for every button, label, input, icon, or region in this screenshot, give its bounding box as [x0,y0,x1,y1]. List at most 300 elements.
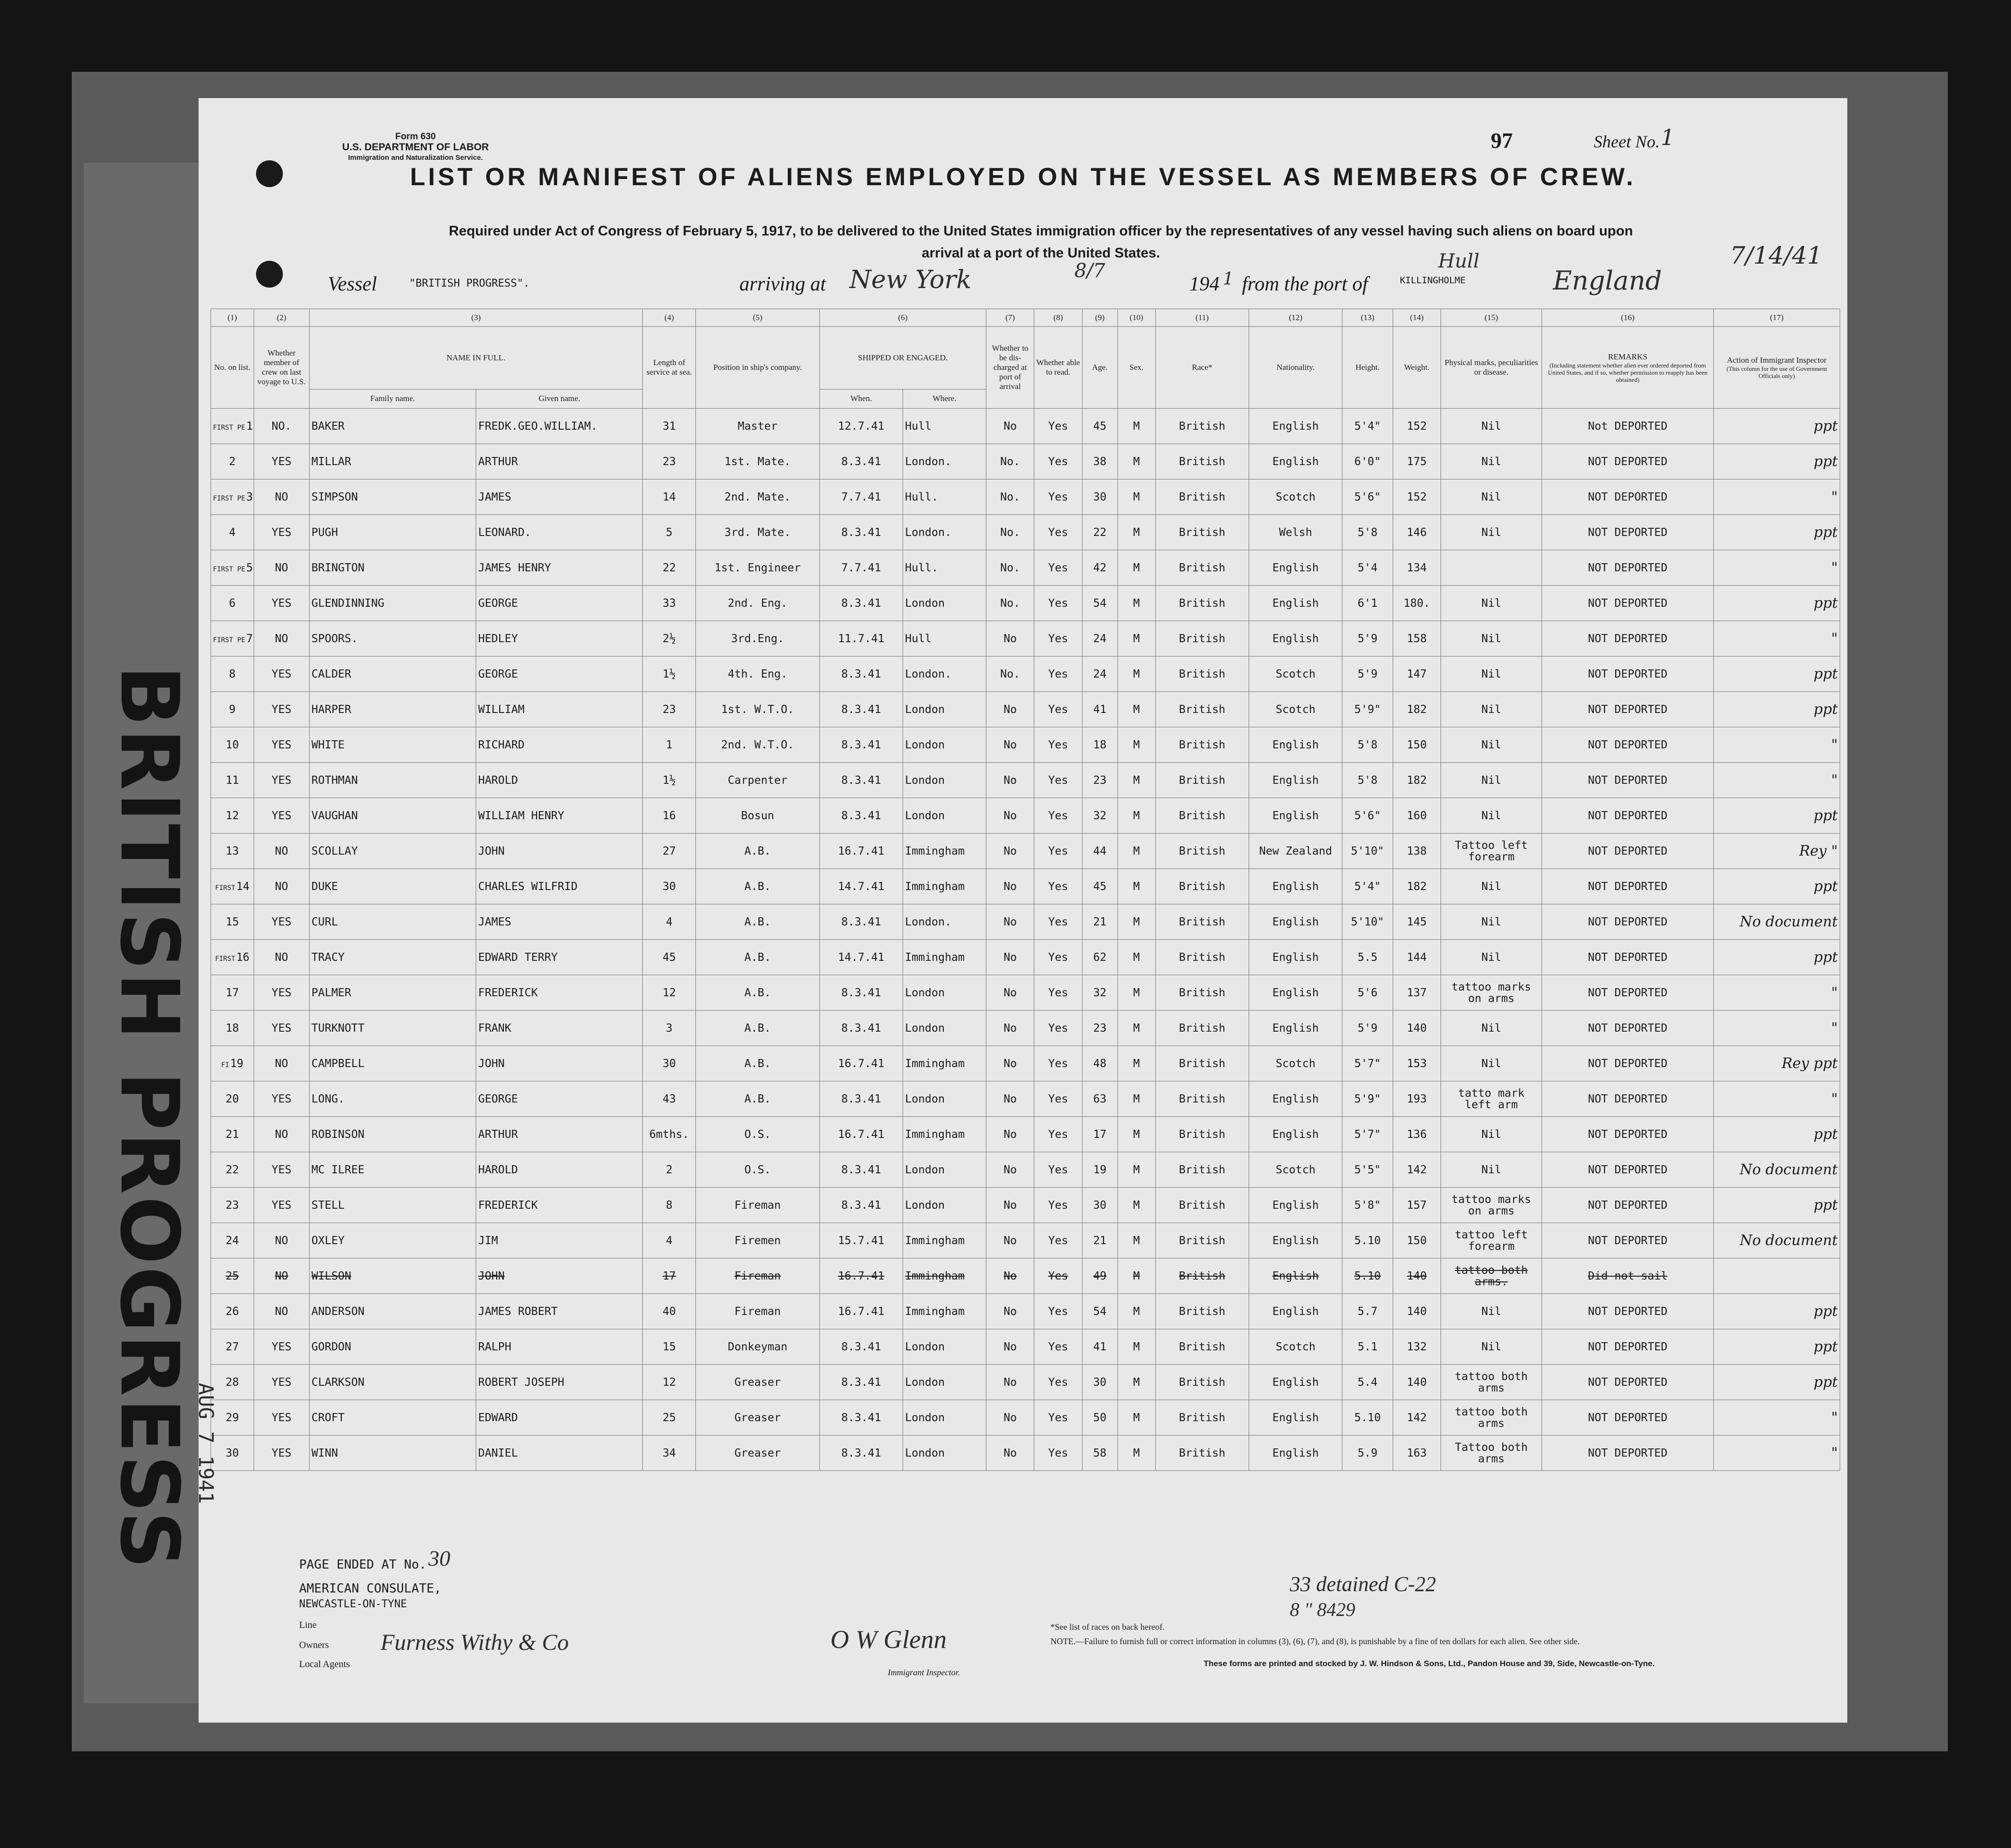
discharged-cell: No [986,1081,1034,1117]
last-voyage-cell: YES [254,1329,309,1365]
shipped-where-cell: London [903,1152,986,1188]
last-voyage-cell: YES [254,515,309,550]
remarks-cell: NOT DEPORTED [1542,1117,1714,1152]
race-cell: British [1155,586,1249,621]
age-cell: 62 [1082,940,1117,975]
weight-cell: 150 [1393,727,1441,763]
weight-cell: 144 [1393,940,1441,975]
race-cell: British [1155,1258,1249,1294]
inspector-action-cell: ppt [1714,1117,1840,1152]
page-ended-value: 30 [428,1546,450,1570]
remarks-cell: NOT DEPORTED [1542,657,1714,692]
age-cell: 49 [1082,1258,1117,1294]
header-nationality: Nationality. [1249,327,1342,409]
race-cell: British [1155,940,1249,975]
sex-cell: M [1117,1294,1155,1329]
remarks-cell: NOT DEPORTED [1542,444,1714,479]
remarks-cell: NOT DEPORTED [1542,1329,1714,1365]
physical-marks-cell: tattoo marks on arms [1441,1188,1542,1223]
able-to-read-cell: Yes [1034,763,1082,798]
physical-marks-cell: Nil [1441,727,1542,763]
inspector-action-cell: No document [1714,1152,1840,1188]
last-voyage-cell: YES [254,1436,309,1471]
able-to-read-cell: Yes [1034,586,1082,621]
able-to-read-cell: Yes [1034,657,1082,692]
sex-cell: M [1117,444,1155,479]
col-number: (8) [1034,309,1082,327]
row-prefix-stamp: FIRST [215,955,235,963]
physical-marks-cell: Nil [1441,515,1542,550]
race-cell: British [1155,692,1249,727]
height-cell: 5'8" [1342,1188,1393,1223]
height-cell: 5'4" [1342,409,1393,444]
position-cell: Master [696,409,820,444]
inspector-action-cell: ppt [1714,692,1840,727]
row-number-cell: 4 [211,515,254,550]
given-name-cell: RICHARD [476,727,643,763]
last-voyage-cell: YES [254,1365,309,1400]
position-cell: 1st. Engineer [696,550,820,586]
shipped-where-cell: London [903,1081,986,1117]
given-name-cell: FREDERICK [476,975,643,1011]
shipped-when-cell: 12.7.41 [819,409,903,444]
header-given-name: Given name. [476,389,643,408]
age-cell: 30 [1082,1365,1117,1400]
row-number: 1 [246,420,253,433]
height-cell: 5'8 [1342,763,1393,798]
row-prefix-stamp: FIRST PE [213,423,246,432]
shipped-where-cell: London [903,692,986,727]
family-name-cell: BRINGTON [309,550,476,586]
position-cell: A.B. [696,1081,820,1117]
length-of-service-cell: 6mths. [643,1117,696,1152]
inspector-label: Immigrant Inspector. [888,1668,960,1677]
physical-marks-cell: Nil [1441,869,1542,904]
position-cell: A.B. [696,869,820,904]
race-cell: British [1155,1329,1249,1365]
weight-cell: 140 [1393,1365,1441,1400]
length-of-service-cell: 33 [643,586,696,621]
discharged-cell: No [986,869,1034,904]
shipped-where-cell: Immingham [903,1258,986,1294]
physical-marks-cell: Nil [1441,1046,1542,1081]
sex-cell: M [1117,1117,1155,1152]
from-label: from the port of [1242,273,1368,295]
row-number-cell: 6 [211,586,254,621]
row-number: 7 [246,632,253,645]
family-name-cell: BAKER [309,409,476,444]
family-name-cell: OXLEY [309,1223,476,1258]
position-cell: 1st. Mate. [696,444,820,479]
discharged-cell: No [986,1117,1034,1152]
shipped-when-cell: 15.7.41 [819,1223,903,1258]
nationality-cell: English [1249,1011,1342,1046]
shipped-when-cell: 8.3.41 [819,1329,903,1365]
sex-cell: M [1117,1223,1155,1258]
nationality-cell: English [1249,409,1342,444]
height-cell: 5.10 [1342,1258,1393,1294]
weight-cell: 146 [1393,515,1441,550]
header-action-title: Action of Immigrant Inspector [1727,356,1827,365]
header-name-in-full: NAME IN FULL. [309,327,643,390]
physical-marks-cell: Nil [1441,444,1542,479]
shipped-when-cell: 8.3.41 [819,444,903,479]
crew-row [211,975,1840,1011]
nationality-cell: English [1249,1081,1342,1117]
able-to-read-cell: Yes [1034,1436,1082,1471]
height-cell: 5'9 [1342,1011,1393,1046]
crew-row [211,1223,1840,1258]
nationality-cell: English [1249,1365,1342,1400]
crew-row [211,763,1840,798]
race-cell: British [1155,1223,1249,1258]
discharged-cell: No [986,1258,1034,1294]
discharged-cell: No [986,692,1034,727]
physical-marks-cell: Nil [1441,1329,1542,1365]
age-cell: 41 [1082,692,1117,727]
family-name-cell: MC ILREE [309,1152,476,1188]
discharged-cell: No [986,940,1034,975]
race-cell: British [1155,1011,1249,1046]
family-name-cell: LONG. [309,1081,476,1117]
age-cell: 45 [1082,869,1117,904]
weight-cell: 137 [1393,975,1441,1011]
row-number-cell: 23 [211,1188,254,1223]
last-voyage-cell: YES [254,727,309,763]
position-cell: 1st. W.T.O. [696,692,820,727]
last-voyage-cell: NO [254,1294,309,1329]
crew-row [211,657,1840,692]
weight-cell: 182 [1393,869,1441,904]
crew-row [211,1436,1840,1471]
length-of-service-cell: 17 [643,1258,696,1294]
shipped-when-cell: 14.7.41 [819,940,903,975]
remarks-cell: NOT DEPORTED [1542,586,1714,621]
shipped-where-cell: Immingham [903,1223,986,1258]
shipped-where-cell: London [903,1329,986,1365]
height-cell: 5.4 [1342,1365,1393,1400]
shipped-when-cell: 8.3.41 [819,904,903,940]
crew-row [211,515,1840,550]
nationality-cell: Scotch [1249,692,1342,727]
inspector-action-cell: ppt [1714,869,1840,904]
inspector-action-cell: ppt [1714,1329,1840,1365]
race-cell: British [1155,975,1249,1011]
given-name-cell: HEDLEY [476,621,643,657]
sex-cell: M [1117,1436,1155,1471]
position-cell: Carpenter [696,763,820,798]
shipped-when-cell: 8.3.41 [819,692,903,727]
nationality-cell: English [1249,975,1342,1011]
age-cell: 24 [1082,657,1117,692]
age-cell: 18 [1082,727,1117,763]
nationality-cell: English [1249,904,1342,940]
header-where: Where. [903,389,986,408]
subtitle-line-2: arrival at a port of the United States. [922,245,1160,261]
length-of-service-cell: 27 [643,834,696,869]
position-cell: 3rd. Mate. [696,515,820,550]
age-cell: 48 [1082,1046,1117,1081]
height-cell: 5.9 [1342,1436,1393,1471]
family-name-cell: VAUGHAN [309,798,476,834]
able-to-read-cell: Yes [1034,1081,1082,1117]
shipped-where-cell: Hull. [903,479,986,515]
arriving-label: arriving at [739,273,826,295]
inspector-action-cell: " [1714,1400,1840,1436]
family-name-cell: CAMPBELL [309,1046,476,1081]
row-number: 16 [236,951,250,964]
length-of-service-cell: 45 [643,940,696,975]
header-discharged: Whether to be dis-charged at port of arrival [986,327,1034,409]
shipped-where-cell: London [903,798,986,834]
form-number: Form 630 [395,132,436,142]
consulate-stamp-line-2: NEWCASTLE-ON-TYNE [299,1598,407,1610]
family-name-cell: GORDON [309,1329,476,1365]
last-voyage-cell: NO [254,869,309,904]
weight-cell: 182 [1393,763,1441,798]
crew-row [211,869,1840,904]
length-of-service-cell: 4 [643,904,696,940]
vessel-name: "BRITISH PROGRESS". [409,278,530,289]
shipped-when-cell: 8.3.41 [819,1365,903,1400]
remarks-cell: NOT DEPORTED [1542,1011,1714,1046]
discharged-cell: No [986,763,1034,798]
position-cell: 2nd. Mate. [696,479,820,515]
col-number: (14) [1393,309,1441,327]
inspector-action-cell: ppt [1714,798,1840,834]
shipped-when-cell: 8.3.41 [819,975,903,1011]
discharged-cell: No [986,1046,1034,1081]
position-cell: Bosun [696,798,820,834]
family-name-cell: CROFT [309,1400,476,1436]
height-cell: 5'6" [1342,479,1393,515]
nationality-cell: English [1249,798,1342,834]
year-suffix: 1 [1223,269,1234,289]
age-cell: 19 [1082,1152,1117,1188]
remarks-cell: NOT DEPORTED [1542,479,1714,515]
remarks-cell: Did not sail [1542,1258,1714,1294]
age-cell: 30 [1082,1188,1117,1223]
shipped-where-cell: Immingham [903,1294,986,1329]
remarks-cell: NOT DEPORTED [1542,763,1714,798]
physical-marks-cell: Nil [1441,763,1542,798]
header-shipped-engaged: SHIPPED OR ENGAGED. [819,327,986,390]
height-cell: 5'5" [1342,1152,1393,1188]
row-number-cell [211,1046,254,1081]
crew-row [211,1400,1840,1436]
family-name-cell: SPOORS. [309,621,476,657]
sex-cell: M [1117,692,1155,727]
shipped-where-cell: Immingham [903,940,986,975]
header-sex: Sex. [1117,327,1155,409]
discharged-cell: No [986,798,1034,834]
able-to-read-cell: Yes [1034,692,1082,727]
sex-cell: M [1117,763,1155,798]
discharged-cell: No [986,621,1034,657]
row-prefix-stamp: FIRST [215,884,235,892]
family-name-cell: CURL [309,904,476,940]
race-cell: British [1155,1365,1249,1400]
row-number-cell: 29 [211,1400,254,1436]
able-to-read-cell: Yes [1034,834,1082,869]
sex-cell: M [1117,975,1155,1011]
nationality-cell: English [1249,1258,1342,1294]
note-text: —Failure to furnish full or correct information in columns (3), (6), (7), and (8), is punishable by a fine of ten dollars for each alien. See other side. [1075,1636,1580,1646]
inspector-action-cell: " [1714,727,1840,763]
remarks-cell: NOT DEPORTED [1542,869,1714,904]
position-cell: A.B. [696,975,820,1011]
physical-marks-cell: Tattoo both arms [1441,1436,1542,1471]
able-to-read-cell: Yes [1034,727,1082,763]
inspector-action-cell: " [1714,1436,1840,1471]
sex-cell: M [1117,834,1155,869]
age-cell: 50 [1082,1400,1117,1436]
position-cell: A.B. [696,1046,820,1081]
sex-cell: M [1117,727,1155,763]
family-name-cell: WINN [309,1436,476,1471]
discharged-cell: No [986,1152,1034,1188]
shipped-where-cell: London. [903,444,986,479]
length-of-service-cell: 23 [643,444,696,479]
family-name-cell: PUGH [309,515,476,550]
nationality-cell: English [1249,1223,1342,1258]
sex-cell: M [1117,550,1155,586]
remarks-cell: Not DEPORTED [1542,409,1714,444]
crew-rows [211,409,1840,1471]
weight-cell: 180. [1393,586,1441,621]
physical-marks-cell: Nil [1441,940,1542,975]
sex-cell: M [1117,1188,1155,1223]
age-cell: 21 [1082,1223,1117,1258]
race-cell: British [1155,515,1249,550]
shipped-where-cell: London [903,975,986,1011]
shipped-when-cell: 16.7.41 [819,1117,903,1152]
row-number-cell: 20 [211,1081,254,1117]
row-number-cell: 2 [211,444,254,479]
col-number: (9) [1082,309,1117,327]
crew-row [211,1188,1840,1223]
remarks-cell: NOT DEPORTED [1542,904,1714,940]
line-label: Line [299,1620,317,1630]
header-length-of-service: Length of service at sea. [643,327,696,409]
length-of-service-cell: 43 [643,1081,696,1117]
nationality-cell: Scotch [1249,1046,1342,1081]
row-number-cell: 25 [211,1258,254,1294]
race-cell: British [1155,798,1249,834]
race-cell: British [1155,1400,1249,1436]
able-to-read-cell: Yes [1034,1400,1082,1436]
physical-marks-cell: Nil [1441,409,1542,444]
arrival-date: 8/7 [1074,260,1106,282]
height-cell: 6'0" [1342,444,1393,479]
row-number-cell: 8 [211,657,254,692]
weight-cell: 142 [1393,1400,1441,1436]
position-cell: 4th. Eng. [696,657,820,692]
header-remarks-sub: (Including statement whether alien ever ordered deported from United States, and if so, whether permission to reapply has been obtained) [1548,361,1708,383]
manifest-sheet [199,98,1847,1723]
crew-row [211,727,1840,763]
able-to-read-cell: Yes [1034,975,1082,1011]
race-cell: British [1155,763,1249,798]
sex-cell: M [1117,1400,1155,1436]
remarks-cell: NOT DEPORTED [1542,1081,1714,1117]
family-name-cell: PALMER [309,975,476,1011]
length-of-service-cell: 23 [643,692,696,727]
crew-row [211,444,1840,479]
crew-row [211,621,1840,657]
shipped-when-cell: 14.7.41 [819,869,903,904]
race-cell: British [1155,550,1249,586]
remarks-cell: NOT DEPORTED [1542,834,1714,869]
fine-note [1050,1636,1580,1647]
last-voyage-cell: NO [254,1046,309,1081]
sex-cell: M [1117,479,1155,515]
sex-cell: M [1117,1258,1155,1294]
col-number: (10) [1117,309,1155,327]
remarks-cell: NOT DEPORTED [1542,621,1714,657]
able-to-read-cell: Yes [1034,479,1082,515]
given-name-cell: JAMES [476,904,643,940]
col-number: (7) [986,309,1034,327]
crew-row [211,1329,1840,1365]
last-voyage-cell: YES [254,1081,309,1117]
weight-cell: 175 [1393,444,1441,479]
nationality-cell: English [1249,763,1342,798]
note-label: NOTE. [1050,1636,1076,1646]
crew-row [211,692,1840,727]
crew-row [211,834,1840,869]
able-to-read-cell: Yes [1034,798,1082,834]
last-voyage-cell: YES [254,1400,309,1436]
weight-cell: 152 [1393,479,1441,515]
inspector-action-cell: " [1714,763,1840,798]
remarks-cell: NOT DEPORTED [1542,798,1714,834]
length-of-service-cell: 30 [643,1046,696,1081]
row-number-cell: 18 [211,1011,254,1046]
length-of-service-cell: 5 [643,515,696,550]
inspector-action-cell: ppt [1714,409,1840,444]
inspector-action-cell: ppt [1714,1365,1840,1400]
weight-cell: 158 [1393,621,1441,657]
length-of-service-cell: 31 [643,409,696,444]
given-name-cell: LEONARD. [476,515,643,550]
discharged-cell: No. [986,586,1034,621]
physical-marks-cell: Nil [1441,621,1542,657]
header-family-name: Family name. [309,389,476,408]
crew-row [211,1081,1840,1117]
discharged-cell: No [986,1400,1034,1436]
col-number: (12) [1249,309,1342,327]
age-cell: 23 [1082,1011,1117,1046]
physical-marks-cell: tattoo both arms [1441,1365,1542,1400]
given-name-cell: ROBERT JOSEPH [476,1365,643,1400]
inspector-action-cell: Rey ppt [1714,1046,1840,1081]
weight-cell: 145 [1393,904,1441,940]
remarks-cell: NOT DEPORTED [1542,1188,1714,1223]
given-name-cell: FREDK.GEO.WILLIAM. [476,409,643,444]
header-remarks [1542,327,1714,409]
race-cell: British [1155,1117,1249,1152]
shipped-when-cell: 8.3.41 [819,1011,903,1046]
row-number-cell [211,869,254,904]
age-cell: 45 [1082,409,1117,444]
last-voyage-cell: YES [254,692,309,727]
shipped-where-cell: Immingham [903,834,986,869]
length-of-service-cell: 40 [643,1294,696,1329]
nationality-cell: Scotch [1249,1329,1342,1365]
consulate-stamp-line-1: AMERICAN CONSULATE, [299,1581,442,1596]
inspector-action-cell: " [1714,1081,1840,1117]
